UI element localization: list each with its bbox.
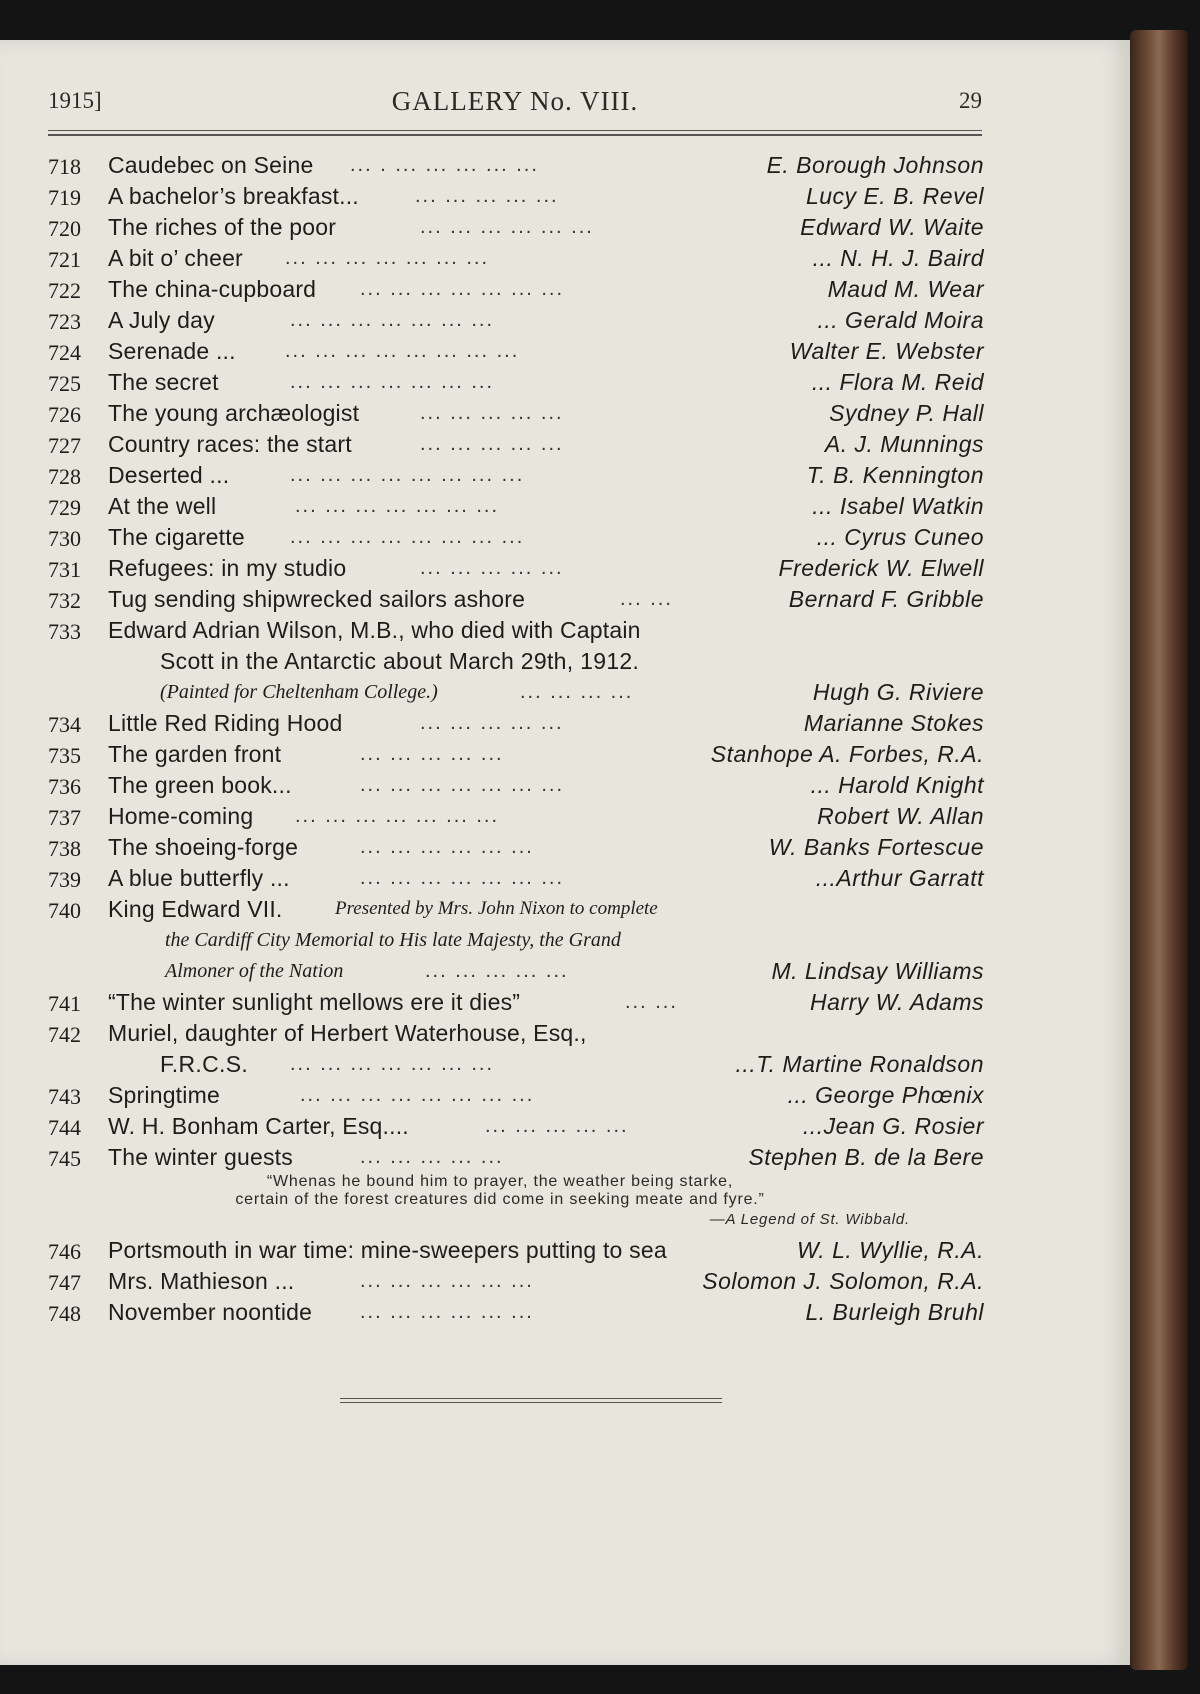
catalogue-entry (0, 894, 1000, 987)
entry-title: Portsmouth in war time: mine-sweepers putting to sea (108, 1237, 667, 1263)
entry-artist: Frederick W. Elwell (778, 555, 984, 581)
catalogue-entry (0, 832, 1000, 863)
entry-title: “The winter sunlight mellows ere it dies” (108, 989, 521, 1015)
entry-number: 731 (48, 557, 81, 582)
entry-number: 743 (48, 1084, 81, 1109)
entry-title: The riches of the poor (108, 214, 337, 240)
entry-line (0, 677, 1000, 708)
entry-line (0, 1297, 1000, 1328)
entry-artist: Sydney P. Hall (829, 400, 984, 426)
footer-rule (340, 1398, 722, 1399)
dot-leader: ... ... ... ... ... ... ... (360, 867, 565, 889)
entry-line (0, 150, 1000, 181)
entry-line (0, 553, 1000, 584)
entry-artist: W. Banks Fortescue (768, 834, 984, 860)
entry-line (0, 367, 1000, 398)
catalogue-entry (0, 1018, 1000, 1080)
entry-artist: Robert W. Allan (817, 803, 984, 829)
catalogue-entry (0, 863, 1000, 894)
book-spine (1130, 30, 1188, 1670)
page-title: GALLERY No. VIII. (391, 86, 639, 116)
entry-title: The garden front (108, 741, 282, 767)
entry-note: Almoner of the Nation (165, 960, 344, 982)
entry-title: Tug sending shipwrecked sailors ashore (108, 586, 526, 612)
entry-title: A blue butterfly ... (108, 865, 290, 891)
dot-leader: ... ... ... ... ... (485, 1115, 629, 1137)
dot-leader: ... ... ... ... (520, 681, 634, 703)
dot-leader: ... ... ... ... ... ... ... (295, 805, 500, 827)
entry-line (0, 956, 1000, 987)
entry-title: Muriel, daughter of Herbert Waterhouse, Esq., (108, 1020, 587, 1046)
entry-line (0, 1142, 1000, 1173)
entry-line (0, 739, 1000, 770)
catalogue-entry (0, 212, 1000, 243)
catalogue-entry (0, 429, 1000, 460)
dot-leader: ... ... ... ... ... ... ... ... (290, 526, 525, 548)
entry-note: Presented by Mrs. John Nixon to complete (335, 898, 658, 919)
entry-number: 723 (48, 309, 81, 334)
entry-note: the Cardiff City Memorial to His late Majesty, the Grand (165, 929, 621, 951)
entry-line (0, 305, 1000, 336)
dot-leader: ... ... (625, 991, 678, 1013)
catalogue-entry (0, 1297, 1000, 1328)
catalogue-entry (0, 1080, 1000, 1111)
entry-number: 722 (48, 278, 81, 303)
dot-leader: ... ... ... ... ... (420, 712, 564, 734)
entry-title: Home-coming (108, 803, 254, 829)
entry-line (0, 460, 1000, 491)
entry-number: 729 (48, 495, 81, 520)
entry-artist: Lucy E. B. Revel (805, 183, 984, 209)
entry-line (0, 1111, 1000, 1142)
entry-line (0, 801, 1000, 832)
entry-artist: ... George Phœnix (787, 1082, 984, 1108)
catalogue-entry (0, 708, 1000, 739)
entry-title: The china-cupboard (108, 276, 317, 302)
entry-number: 724 (48, 340, 81, 365)
dot-leader: ... ... ... ... ... ... ... (290, 371, 495, 393)
entry-title: The cigarette (108, 524, 245, 550)
entry-title: The winter guests (108, 1144, 293, 1170)
entry-line (0, 181, 1000, 212)
entry-title: A bachelor’s breakfast... (108, 183, 359, 209)
entry-title: The young archæologist (108, 400, 360, 426)
entry-artist: Harry W. Adams (810, 989, 984, 1015)
entry-title: At the well (108, 493, 217, 519)
quotation-source: —A Legend of St. Wibbald. (709, 1211, 910, 1228)
dot-leader: ... ... ... ... ... ... ... (285, 247, 490, 269)
entry-number: 748 (48, 1301, 81, 1326)
catalogue-entry (0, 1142, 1000, 1173)
entry-number: 719 (48, 185, 81, 210)
entry-artist: T. B. Kennington (806, 462, 984, 488)
dot-leader: ... ... ... ... ... ... ... ... (290, 464, 525, 486)
dot-leader: ... ... ... ... ... ... ... (290, 309, 495, 331)
catalogue-entry (0, 739, 1000, 770)
catalogue-entry (0, 150, 1000, 181)
entry-title: A July day (108, 307, 215, 333)
entry-title: A bit o’ cheer (108, 245, 243, 271)
entry-artist: ... N. H. J. Baird (812, 245, 984, 271)
entry-line (0, 925, 1000, 956)
entry-artist: E. Borough Johnson (766, 152, 984, 178)
entry-number: 728 (48, 464, 81, 489)
entry-title: W. H. Bonham Carter, Esq.... (108, 1113, 409, 1139)
entry-line (0, 894, 1000, 925)
entry-line (0, 212, 1000, 243)
catalogue-entry (0, 1235, 1000, 1266)
entry-number: 718 (48, 154, 81, 179)
entry-artist: ... Gerald Moira (817, 307, 984, 333)
entry-artist: ... Flora M. Reid (811, 369, 984, 395)
entry-title: King Edward VII. (108, 896, 283, 922)
entry-line (0, 429, 1000, 460)
catalogue-entry (0, 491, 1000, 522)
entry-number: 726 (48, 402, 81, 427)
entry-number: 725 (48, 371, 81, 396)
quotation-line: “Whenas he bound him to prayer, the weather being starke, (266, 1173, 734, 1190)
catalogue-entry (0, 243, 1000, 274)
entry-artist: Stephen B. de la Bere (748, 1144, 984, 1170)
catalogue-entry (0, 770, 1000, 801)
entry-line (0, 584, 1000, 615)
dot-leader: ... ... ... ... ... (420, 557, 564, 579)
catalogue-entry (0, 1266, 1000, 1297)
entry-title: Caudebec on Seine (108, 152, 314, 178)
entry-line (0, 398, 1000, 429)
entry-number: 738 (48, 836, 81, 861)
entry-number: 730 (48, 526, 81, 551)
entry-artist: W. L. Wyllie, R.A. (796, 1237, 984, 1263)
catalogue-entry (0, 398, 1000, 429)
dot-leader: ... ... ... ... ... ... ... (290, 1053, 495, 1075)
catalogue-entry (0, 615, 1000, 708)
catalogue-entry (0, 584, 1000, 615)
catalogue-entry (0, 522, 1000, 553)
entry-number: 744 (48, 1115, 81, 1140)
entry-number: 747 (48, 1270, 81, 1295)
entry-title: Mrs. Mathieson ... (108, 1268, 295, 1294)
entry-line (0, 1235, 1000, 1266)
entry-title: Little Red Riding Hood (108, 710, 343, 736)
entry-artist: Stanhope A. Forbes, R.A. (710, 741, 984, 767)
dot-leader: ... ... ... ... ... ... ... ... (285, 340, 520, 362)
entry-line (0, 491, 1000, 522)
entry-artist: ...Arthur Garratt (815, 865, 984, 891)
dot-leader: ... ... ... ... ... ... (360, 836, 534, 858)
entry-title: November noontide (108, 1299, 313, 1325)
entry-line (0, 1080, 1000, 1111)
entry-line (0, 863, 1000, 894)
entry-number: 734 (48, 712, 81, 737)
entry-artist: ...T. Martine Ronaldson (735, 1051, 984, 1077)
entry-note: (Painted for Cheltenham College.) (160, 681, 438, 703)
dot-leader: ... ... ... ... ... (415, 185, 559, 207)
entry-artist: ... Cyrus Cuneo (816, 524, 984, 550)
catalogue-entry (0, 181, 1000, 212)
entry-line (0, 336, 1000, 367)
entry-title: The green book... (108, 772, 292, 798)
entry-number: 746 (48, 1239, 81, 1264)
entry-number: 745 (48, 1146, 81, 1171)
dot-leader: ... ... ... ... ... (360, 1146, 504, 1168)
dot-leader: ... ... ... ... ... (425, 960, 569, 982)
dot-leader: ... ... ... ... ... (360, 743, 504, 765)
catalogue-entry (0, 305, 1000, 336)
entry-number: 740 (48, 898, 81, 923)
entry-artist: Maud M. Wear (827, 276, 984, 302)
entry-title: The shoeing-forge (108, 834, 299, 860)
catalogue-entry (0, 1111, 1000, 1142)
entry-number: 741 (48, 991, 81, 1016)
entry-artist: Bernard F. Gribble (788, 586, 984, 612)
entry-number: 727 (48, 433, 81, 458)
entry-artist: L. Burleigh Bruhl (805, 1299, 984, 1325)
dot-leader: ... ... ... ... ... ... ... (360, 774, 565, 796)
entry-line (0, 708, 1000, 739)
entry-artist: M. Lindsay Williams (771, 958, 984, 984)
entry-line (0, 274, 1000, 305)
entry-title: Edward Adrian Wilson, M.B., who died with Captain (108, 617, 641, 643)
dot-leader: ... ... ... ... ... ... ... (360, 278, 565, 300)
dot-leader: ... . ... ... ... ... ... (350, 154, 539, 176)
catalogue-entry (0, 367, 1000, 398)
entry-line (0, 987, 1000, 1018)
dot-leader: ... ... ... ... ... ... ... (295, 495, 500, 517)
catalogue-entry (0, 274, 1000, 305)
entry-line (0, 615, 1000, 646)
entry-title: The secret (108, 369, 219, 395)
catalogue-entries (0, 150, 1000, 1328)
entry-artist: ...Jean G. Rosier (802, 1113, 984, 1139)
quotation (0, 1173, 1000, 1235)
dot-leader: ... ... ... ... ... (420, 433, 564, 455)
entry-number: 733 (48, 619, 81, 644)
dot-leader: ... ... (620, 588, 673, 610)
entry-title: Serenade ... (108, 338, 236, 364)
footer-rule (340, 1402, 722, 1403)
page-number: 29 (959, 88, 982, 113)
entry-line (0, 243, 1000, 274)
entry-title-continued: Scott in the Antarctic about March 29th, 1912. (160, 648, 640, 674)
catalogue-entry (0, 553, 1000, 584)
entry-number: 742 (48, 1022, 81, 1047)
entry-title-continued: F.R.C.S. (160, 1051, 249, 1077)
entry-title: Springtime (108, 1082, 220, 1108)
entry-line (0, 1018, 1000, 1049)
entry-artist: Walter E. Webster (789, 338, 984, 364)
entry-line (0, 1266, 1000, 1297)
entry-number: 732 (48, 588, 81, 613)
entry-number: 737 (48, 805, 81, 830)
dot-leader: ... ... ... ... ... ... (360, 1301, 534, 1323)
header-year: 1915] (48, 88, 102, 113)
entry-artist: Edward W. Waite (800, 214, 984, 240)
page-header (48, 86, 982, 126)
entry-line (0, 832, 1000, 863)
dot-leader: ... ... ... ... ... ... ... ... (300, 1084, 535, 1106)
entry-number: 721 (48, 247, 81, 272)
entry-line (0, 1049, 1000, 1080)
entry-number: 720 (48, 216, 81, 241)
entry-title: Country races: the start (108, 431, 352, 457)
dot-leader: ... ... ... ... ... (420, 402, 564, 424)
entry-line (0, 770, 1000, 801)
catalogue-entry (0, 801, 1000, 832)
entry-artist: ... Harold Knight (810, 772, 984, 798)
entry-line (0, 646, 1000, 677)
entry-number: 739 (48, 867, 81, 892)
entry-line (0, 522, 1000, 553)
entry-artist: Solomon J. Solomon, R.A. (702, 1268, 984, 1294)
catalogue-entry (0, 987, 1000, 1018)
dot-leader: ... ... ... ... ... ... (360, 1270, 534, 1292)
dot-leader: ... ... ... ... ... ... (420, 216, 594, 238)
entry-title: Deserted ... (108, 462, 230, 488)
catalogue-entry (0, 336, 1000, 367)
entry-number: 736 (48, 774, 81, 799)
entry-number: 735 (48, 743, 81, 768)
entry-artist: ... Isabel Watkin (812, 493, 984, 519)
catalogue-entry (0, 460, 1000, 491)
entry-artist: A. J. Munnings (824, 431, 984, 457)
entry-artist: Marianne Stokes (803, 710, 984, 736)
quotation-line: certain of the forest creatures did come in seeking meate and fyre.” (235, 1191, 765, 1208)
header-rule (48, 130, 982, 131)
header-rule (48, 134, 982, 136)
entry-title: Refugees: in my studio (108, 555, 347, 581)
entry-artist: Hugh G. Riviere (812, 679, 984, 705)
